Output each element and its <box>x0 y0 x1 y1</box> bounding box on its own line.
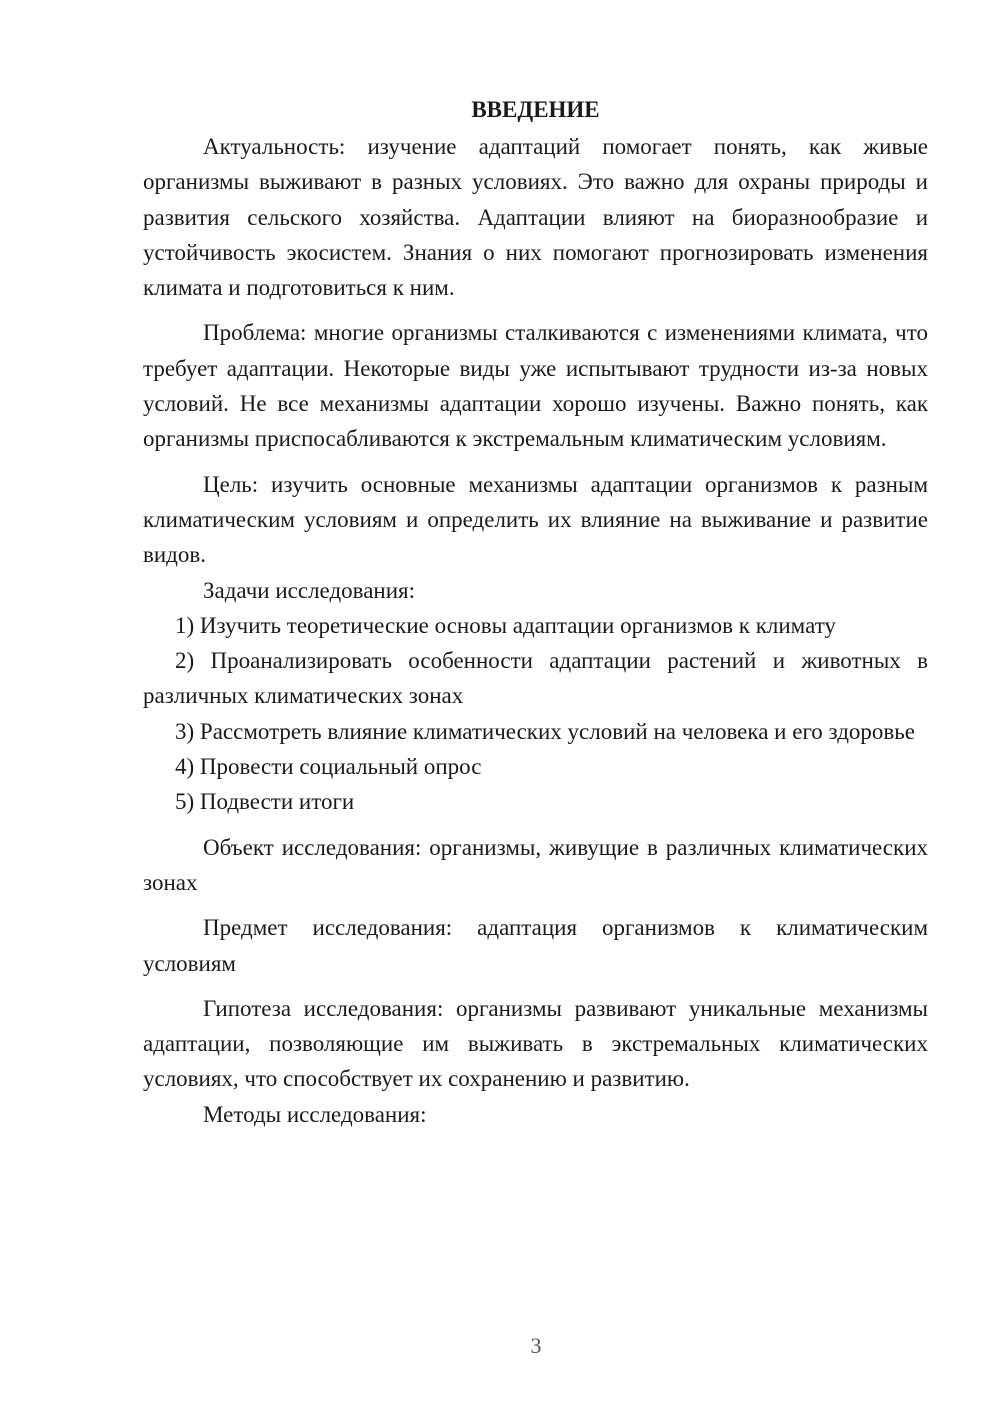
problem-paragraph: Проблема: многие организмы сталкиваются с изменениями климата, что требует адаптации. Некоторые виды уже испытывают трудности из-за новых условий. Не все механизмы адаптации хорошо изучены. Важно понять, как организмы приспосабливаются к экстремальным климатическим условиям. <box>143 320 928 452</box>
tasks-heading: Задачи исследования: <box>203 577 416 603</box>
task-item-1: 1) Изучить теоретические основы адаптации организмов к климату <box>175 612 836 638</box>
page-number: 3 <box>530 1333 542 1358</box>
hypothesis-paragraph: Гипотеза исследования: организмы развивают уникальные механизмы адаптации, позволяющие им выживать в экстремальных климатических условиях, что способствует их сохранению и развитию. <box>143 995 928 1092</box>
methods-heading: Методы исследования: <box>203 1101 427 1127</box>
subject-paragraph: Предмет исследования: адаптация организмов к климатическим условиям <box>143 915 928 976</box>
task-item-2: 2) Проанализировать особенности адаптации растений и животных в различных климатических зонах <box>143 648 928 709</box>
page-content <box>143 92 928 1132</box>
task-item-3: 3) Рассмотреть влияние климатических условий на человека и его здоровье <box>175 718 915 744</box>
goal-paragraph: Цель: изучить основные механизмы адаптации организмов к разным климатическим условиям и определить их влияние на выживание и развитие видов. <box>143 471 928 568</box>
task-item-5: 5) Подвести итоги <box>175 789 355 815</box>
object-paragraph: Объект исследования: организмы, живущие в различных климатических зонах <box>143 834 928 895</box>
section-title: ВВЕДЕНИЕ <box>471 97 600 122</box>
relevance-paragraph: Актуальность: изучение адаптаций помогает понять, как живые организмы выживают в разных условиях. Это важно для охраны природы и развития сельского хозяйства. Адаптации влияют на биоразнообразие и устойчивость экосистем. Знания о них помогают прогнозировать изменения климата и подготовиться к ним. <box>143 134 928 301</box>
task-item-4: 4) Провести социальный опрос <box>175 754 482 780</box>
